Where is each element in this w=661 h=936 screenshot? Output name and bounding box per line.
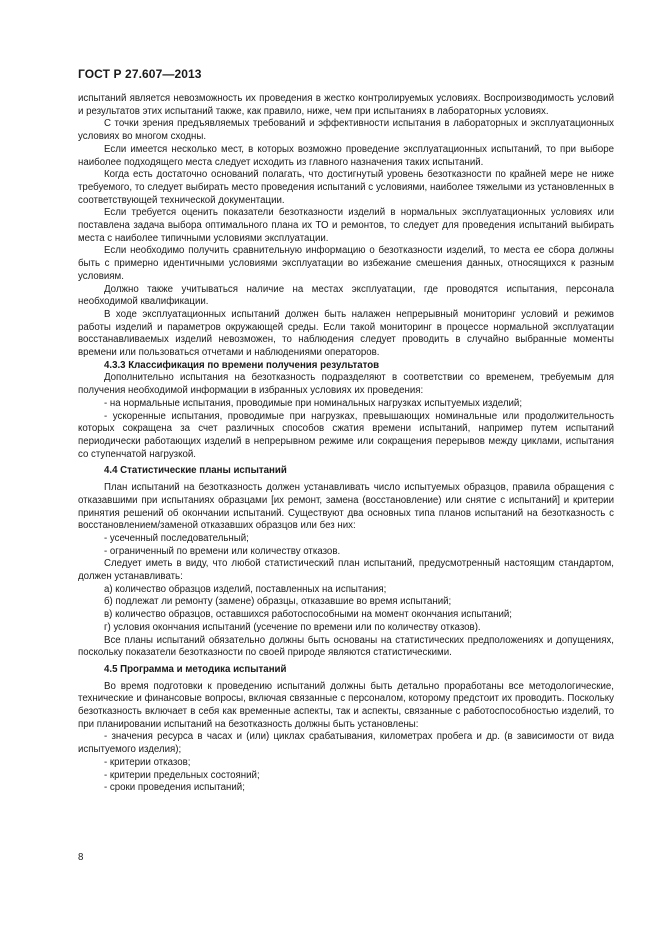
paragraph: испытаний является невозможность их проведения в жестко контролируемых условиях. Воспроизводимость условий и результатов этих испытаний также, как правило, ниже, чем при испытаниях в лабораторных условиях.: [78, 93, 614, 117]
paragraph: В ходе эксплуатационных испытаний должен быть налажен непрерывный мониторинг условий и режимов работы изделий и параметров окружающей среды. Если такой мониторинг в процессе нормальной эксплуатации восстанавливаемых изделий невозможен, то наблюдения следует проводить в случайно выбранные моменты времени или пользоваться отчетами и наблюдениями операторов.: [78, 308, 614, 359]
list-item: - на нормальные испытания, проводимые при номинальных нагрузках испытуемых изделий;: [104, 397, 523, 409]
list-item: в) количество образцов, оставшихся работоспособными на момент окончания испытаний;: [104, 609, 512, 621]
paragraph: Во время подготовки к проведению испытаний должны быть детально проработаны все методологические, технические и финансовые вопросы, включая связанные с персоналом, которому предстоит их проводить. Поскольку безотказность включает в себя как временные аспекты, так и аспекты, связанные с работоспособностью изделий, то при планировании испытаний на безотказность должны быть установлены:: [78, 680, 614, 730]
paragraph: Должно также учитываться наличие на местах эксплуатации, где проводятся испытания, персонала необходимой квалификации.: [78, 283, 614, 308]
paragraph: План испытаний на безотказность должен устанавливать число испытуемых образцов, правила обращения с отказавшими при испытаниях образцами [их ремонт, замена (восстановление) или снятие с испытаний] и критерии принятия решений об окончании испытаний. Существуют два основных типа планов испытаний на безотказность с восстановлением/заменой отказавших образцов или без них:: [78, 482, 614, 532]
paragraph: Следует иметь в виду, что любой статистический план испытаний, предусмотренный настоящим стандартом, должен устанавливать:: [78, 558, 614, 583]
paragraph: Если необходимо получить сравнительную информацию о безотказности изделий, то места ее сбора должны быть с примерно идентичными условиями эксплуатации во избежание смешения данных, относящихся к разным условиям.: [78, 245, 614, 282]
paragraph: Если имеется несколько мест, в которых возможно проведение эксплуатационных испытаний, то при выборе наиболее подходящего места следует исходить из главного назначения таких испытаний.: [78, 143, 614, 168]
list-item: - усеченный последовательный;: [104, 532, 249, 544]
list-item: - ускоренные испытания, проводимые при нагрузках, превышающих номинальные или продолжительность которых сокращена за счет различных способов сжатия времени испытаний, например путем испытаний периодически работающих изделий в непрерывном режиме или сокращения перерывов между циклами, испытания со ступенчатой нагрузкой.: [78, 410, 614, 460]
list-item: а) количество образцов изделий, поставленных на испытания;: [104, 583, 387, 595]
subsection-heading-4-3-3: 4.3.3 Классификация по времени получения результатов: [104, 359, 380, 371]
page-number: 8: [78, 852, 84, 863]
paragraph: С точки зрения предъявляемых требований и эффективности испытания в лабораторных и эксплуатационных условиях во многом сходны.: [78, 118, 614, 143]
section-heading-4-5: 4.5 Программа и методика испытаний: [104, 663, 287, 675]
paragraph: Если требуется оценить показатели безотказности изделий в нормальных эксплуатационных условиях или поставлена задача выбора оптимального плана их ТО и ремонтов, то следует для проведения испытаний выбирать места с наиболее типичными условиями эксплуатации.: [78, 207, 614, 244]
list-item: - критерии отказов;: [104, 756, 191, 768]
document-body: [78, 93, 614, 795]
paragraph: Дополнительно испытания на безотказность подразделяют в соответствии со временем, требуемым для получения необходимой информации в избранных условиях их проведения:: [78, 372, 614, 397]
list-item: - значения ресурса в часах и (или) циклах срабатывания, километрах пробега и др. (в зависимости от вида испытуемого изделия);: [78, 731, 614, 756]
section-heading-4-4: 4.4 Статистические планы испытаний: [104, 465, 287, 477]
paragraph: Когда есть достаточно оснований полагать, что достигнутый уровень безотказности по крайней мере не ниже требуемого, то следует выбирать место проведения испытаний с условиями, наиболее тяжелыми из установленных в соответствующей технической документации.: [78, 169, 614, 206]
document-header: ГОСТ Р 27.607—2013: [78, 67, 202, 81]
list-item: б) подлежат ли ремонту (замене) образцы, отказавшие во время испытаний;: [104, 596, 452, 608]
list-item: - сроки проведения испытаний;: [104, 782, 245, 794]
list-item: г) условия окончания испытаний (усечение по времени или по количеству отказов).: [104, 621, 481, 633]
list-item: - ограниченный по времени или количеству отказов.: [104, 545, 341, 557]
list-item: - критерии предельных состояний;: [104, 769, 260, 781]
paragraph: Все планы испытаний обязательно должны быть основаны на статистических предположениях и допущениях, поскольку показатели безотказности по своей природе являются статистическими.: [78, 634, 614, 659]
